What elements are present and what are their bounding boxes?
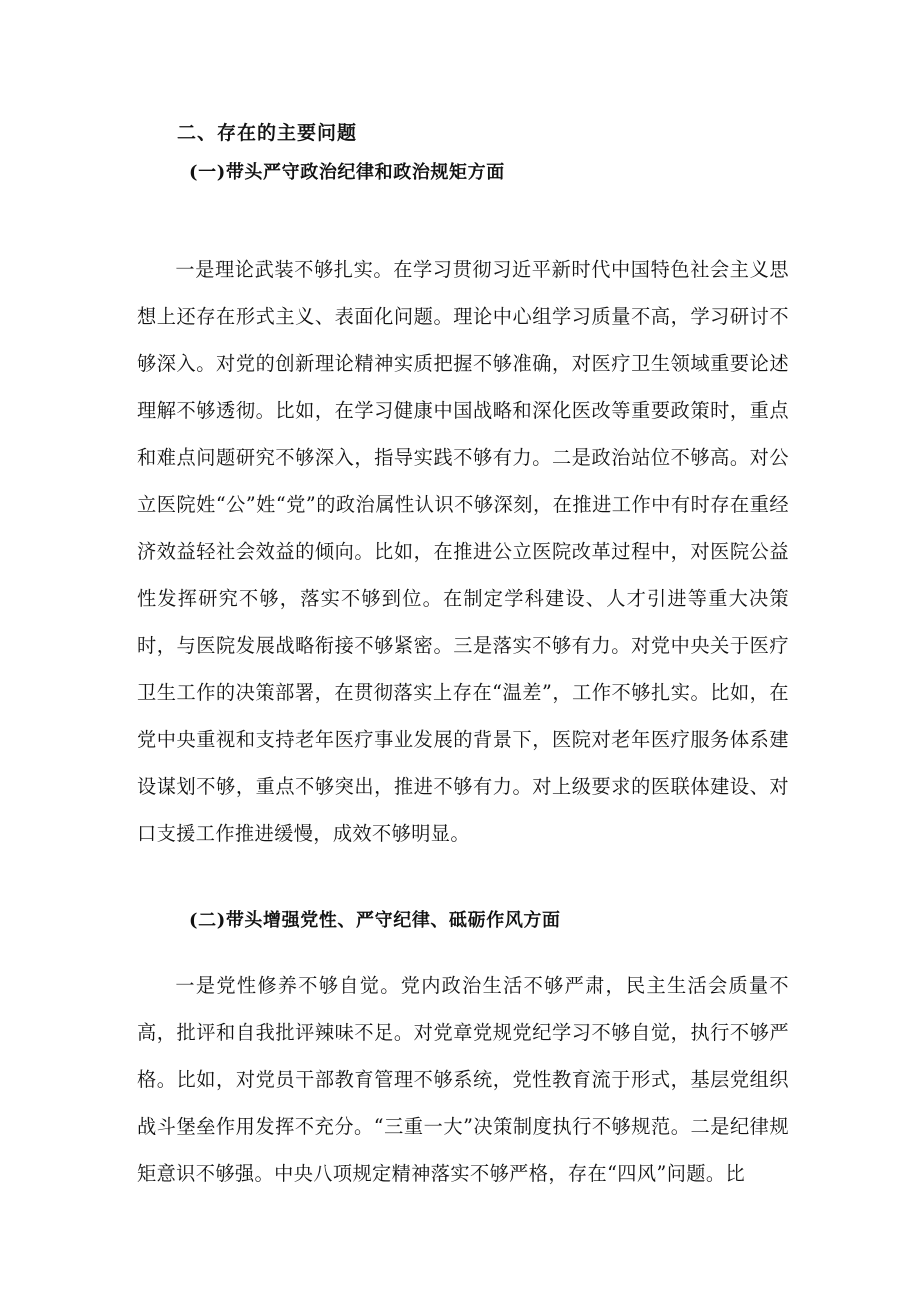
subsection-title-1: (一)带头严守政治纪律和政治规矩方面	[189, 162, 505, 183]
subsection-body-2: 一是党性修养不够自觉。党内政治生活不够严肃，民主生活会质量不高，批评和自我批评辣味不足。对党章党规党纪学习不够自觉，执行不够严格。比如，对党员干部教育管理不够系统，党性教育流于形式，基层党组织战斗堡垒作用发挥不充分。“三重一大”决策制度执行不够规范。二是纪律规矩意识不够强。中央八项规定精神落实不够严格，存在“四风”问题。比	[137, 974, 789, 1185]
subsection-body-1: 一是理论武装不够扎实。在学习贯彻习近平新时代中国特色社会主义思想上还存在形式主义、表面化问题。理论中心组学习质量不高，学习研讨不够深入。对党的创新理论精神实质把握不够准确，对医疗卫生领域重要论述理解不够透彻。比如，在学习健康中国战略和深化医改等重要政策时，重点和难点问题研究不够深入，指导实践不够有力。二是政治站位不够高。对公立医院姓“公”姓“党”的政治属性认识不够深刻，在推进工作中有时存在重经济效益轻社会效益的倾向。比如，在推进公立医院改革过程中，对医院公益性发挥研究不够，落实不够到位。在制定学科建设、人才引进等重大决策时，与医院发展战略衔接不够紧密。三是落实不够有力。对党中央关于医疗卫生工作的决策部署，在贯彻落实上存在“温差”，工作不够扎实。比如，在党中央重视和支持老年医疗事业发展的背景下，医院对老年医疗服务体系建设谋划不够，重点不够突出，推进不够有力。对上级要求的医联体建设、对口支援工作推进缓慢，成效不够明显。	[137, 258, 789, 845]
subsection-title-2: (二)带头增强党性、严守纪律、砥砺作风方面	[189, 910, 561, 931]
section-title: 二、存在的主要问题	[177, 122, 358, 144]
